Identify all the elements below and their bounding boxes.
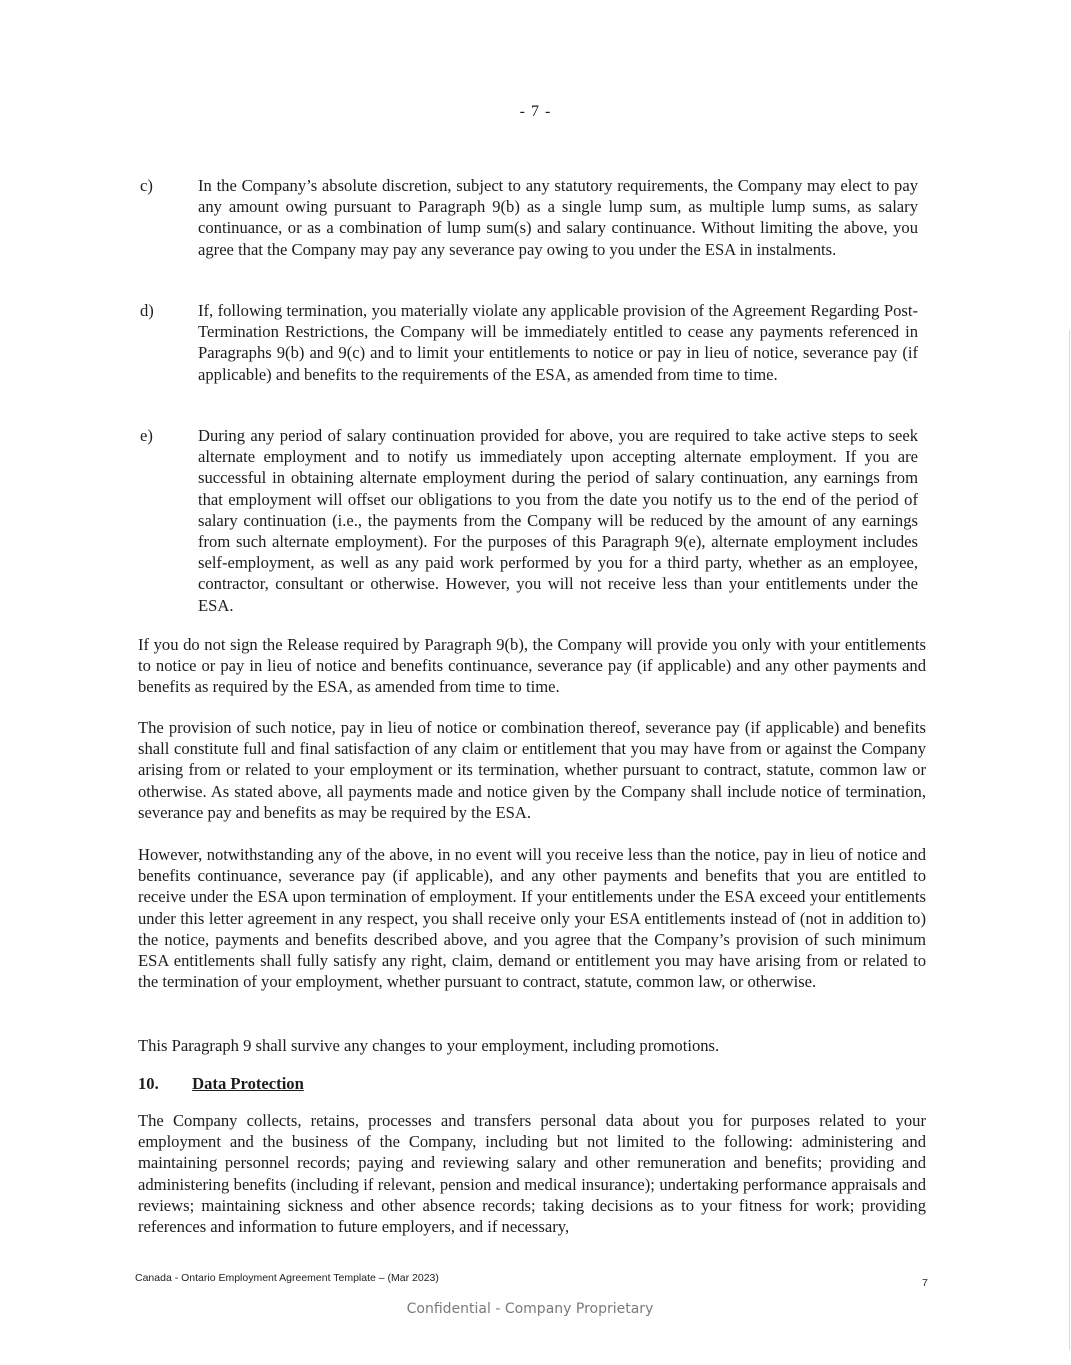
scan-edge-divider xyxy=(1069,330,1070,1350)
section-number: 10. xyxy=(138,1074,159,1093)
section-heading xyxy=(138,1074,304,1094)
list-item-letter: c) xyxy=(140,176,153,195)
section-title: Data Protection xyxy=(192,1074,304,1093)
list-item-d xyxy=(138,300,926,385)
list-item-letter: e) xyxy=(140,426,153,445)
footer-page-index: 7 xyxy=(922,1277,928,1289)
section-body: The Company collects, retains, processes and transfers personal data about you for purposes related to your employment and the business of the Company, including but not limited to the following: administering and maintaining personnel records; paying and reviewing salary and other remuneration and benefits; providing and administering benefits (including if relevant, pension and medical insurance); undertaking performance appraisals and reviews; maintaining sickness and other absence records; taking decisions as to your fitness for work; providing references and information to future employers, and if necessary, xyxy=(138,1111,926,1237)
page-number: - 7 - xyxy=(519,103,552,120)
list-item-c xyxy=(138,175,926,260)
footer-template-name: Canada - Ontario Employment Agreement Template – (Mar 2023) xyxy=(135,1272,439,1284)
paragraph-satisfaction: The provision of such notice, pay in lieu of notice or combination thereof, severance pay (if applicable) and benefits shall constitute full and final satisfaction of any claim or entitlement that you may have from or against the Company arising from or related to your employment or its termination, whether pursuant to contract, statute, common law or otherwise. As stated above, all payments made and notice given by the Company shall include notice of termination, severance pay and benefits as may be required by the ESA. xyxy=(138,718,926,822)
list-item-text: In the Company’s absolute discretion, subject to any statutory requirements, the Company may elect to pay any amount owing pursuant to Paragraph 9(b) as a single lump sum, as multiple lump sums, as salary continuance, or as a combination of lump sum(s) and salary continuance. Without limiting the above, you agree that the Company may pay any severance pay owing to you under the ESA in instalments. xyxy=(198,176,918,259)
confidential-label: Confidential - Company Proprietary xyxy=(406,1301,654,1317)
list-item-text: If, following termination, you materially violate any applicable provision of the Agreement Regarding Post-Termination Restrictions, the Company will be immediately entitled to cease any payments referenced in Paragraphs 9(b) and 9(c) and to limit your entitlements to notice or pay in lieu of notice, severance pay (if applicable) and benefits to the requirements of the ESA, as amended from time to time. xyxy=(198,301,918,384)
list-item-e xyxy=(138,425,926,616)
paragraph-survival: This Paragraph 9 shall survive any changes to your employment, including promotions. xyxy=(138,1036,720,1055)
paragraph-minimum-entitlements: However, notwithstanding any of the above, in no event will you receive less than the notice, pay in lieu of notice and benefits continuance, severance pay (if applicable), and any other payments and benefits that you are entitled to receive under the ESA upon termination of employment. If your entitlements under the ESA exceed your entitlements under this letter agreement in any respect, you shall receive only your ESA entitlements instead of (not in addition to) the notice, payments and benefits described above, and you agree that the Company’s provision of such minimum ESA entitlements shall fully satisfy any right, claim, demand or entitlement you may have arising from or related to the termination of your employment, whether pursuant to contract, statute, common law, or otherwise. xyxy=(138,845,926,992)
list-item-letter: d) xyxy=(140,301,154,320)
list-item-text: During any period of salary continuation provided for above, you are required to take active steps to seek alternate employment and to notify us immediately upon accepting alternate employment. If you are successful in obtaining alternate employment during the period of salary continuation, any earnings from that employment will offset our obligations to you from the date you notify us to the end of the period of salary continuation (i.e., the payments from the Company will be reduced by the amount of any earnings from such alternate employment). For the purposes of this Paragraph 9(e), alternate employment includes self-employment, as well as any paid work performed by you for a third party, whether as an employee, contractor, consultant or otherwise. However, you will not receive less than your entitlements under the ESA. xyxy=(198,426,918,615)
paragraph-release: If you do not sign the Release required by Paragraph 9(b), the Company will provide you only with your entitlements to notice or pay in lieu of notice and benefits continuance, severance pay (if applicable) and any other payments and benefits as required by the ESA, as amended from time to time. xyxy=(138,635,926,697)
